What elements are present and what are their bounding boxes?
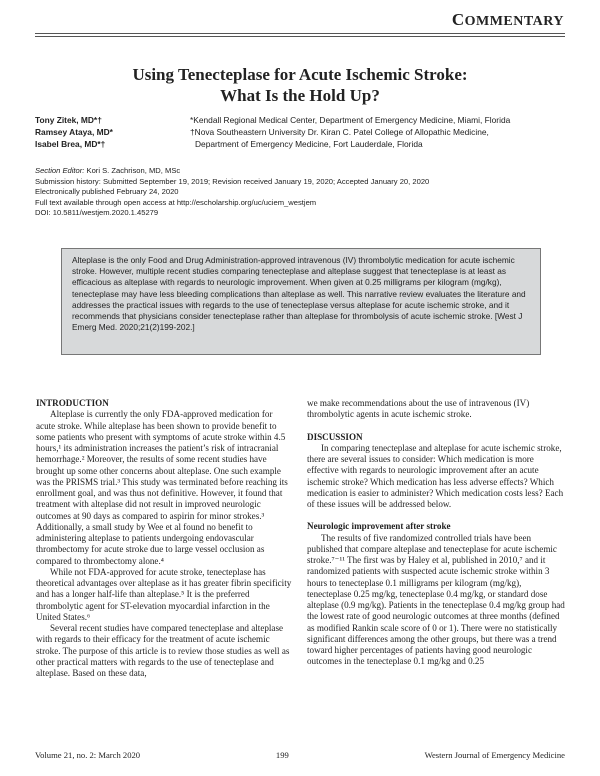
header-rule-bottom	[35, 36, 565, 37]
abstract-box	[61, 248, 541, 355]
doi: DOI: 10.5811/westjem.2020.1.45279	[35, 208, 159, 218]
spacer	[307, 421, 565, 432]
page-footer	[35, 750, 565, 760]
article-metadata	[35, 166, 429, 219]
page-number: 199	[275, 750, 289, 760]
section-label-rest: OMMENTARY	[464, 14, 564, 29]
spacer	[307, 510, 565, 521]
footer-volume: Volume 21, no. 2: March 2020	[35, 750, 141, 760]
footer-journal: Western Journal of Emergency Medicine	[424, 750, 565, 760]
editor-name: Kori S. Zachrison, MD, MSc	[84, 166, 181, 175]
title-line-2: What Is the Hold Up?	[220, 86, 380, 105]
affiliation-2: †Nova Southeastern University Dr. Kiran C. Patel College of Allopathic Medicine,	[190, 127, 489, 138]
intro-paragraph-1: Alteplase is currently the only FDA-approved medication for acute stroke. While alteplase has been shown to provide benefit to some patients who present with symptoms of acute stroke within 4.5 hours,¹ its administration increases the patient’s risk of intracranial hemorrhage.² Moreover, the results of some recent studies have brought up some other concerns about alteplase. One such example was the PRISMS trial.³ This study was terminated before reaching its enrollment goal, and was thus not definitive. However, it found that treatment with alteplase did not result in improved neurologic outcomes at 90 days as compared to aspirin for minor strokes.³ Additionally, a small study by Wee et al found no benefit to administering alteplase to patients undergoing endovascular thrombectomy for acute stroke due to large vessel occlusion as compared to thrombectomy alone.⁴	[36, 409, 288, 566]
header-rule-top	[35, 33, 565, 34]
intro-paragraph-3: Several recent studies have compared tenecteplase and alteplase with regards to their efficacy for the treatment of acute ischemic stroke. The purpose of this article is to review those studies as well as other practical matters with regards to the use of tenecteplase and alteplase. Based on these data,	[36, 623, 290, 678]
left-column	[36, 398, 293, 679]
author-1: Tony Zitek, MD*†	[35, 115, 102, 125]
author-list	[35, 114, 113, 151]
title-line-1: Using Tenecteplase for Acute Ischemic Stroke:	[132, 65, 468, 84]
author-3: Isabel Brea, MD*†	[35, 139, 106, 150]
affiliation-1: *Kendall Regional Medical Center, Department of Emergency Medicine, Miami, Florida	[190, 115, 511, 125]
editor-label: Section Editor:	[35, 166, 85, 175]
fulltext-link[interactable]: Full text available through open access at http://escholarship.org/uc/uciem_westjem	[35, 197, 317, 207]
section-label-initial: C	[451, 10, 465, 29]
affiliation-list	[190, 114, 510, 151]
neurologic-subheading: Neurologic improvement after stroke	[307, 521, 451, 532]
affiliation-3: Department of Emergency Medicine, Fort Lauderdale, Florida	[195, 139, 423, 150]
article-title	[0, 64, 600, 106]
section-editor	[35, 166, 429, 177]
intro-paragraph-2: While not FDA-approved for acute stroke, tenecteplase has theoretical advantages over alteplase as it has greater fibrin specificity and has a longer half-life than alteplase.⁵ It is the preferred thrombolytic agent for ST-elevation myocardial infarction in the United States.⁶	[36, 566, 292, 622]
discussion-heading: DISCUSSION	[307, 431, 363, 442]
author-2: Ramsey Ataya, MD*	[35, 127, 113, 138]
submission-history: Submission history: Submitted September 19, 2019; Revision received January 19, 2020; Accepted January 20, 2020	[35, 176, 430, 186]
abstract-text: Alteplase is the only Food and Drug Administration-approved intravenous (IV) thrombolytic medication for acute ischemic stroke. However, multiple recent studies comparing tenecteplase and alteplase suggest that tenecteplase is at least as efficacious as alteplase with regards to neurologic improvement. When given at 0.25 milligrams per kilogram (mg/kg), tenecteplase may have less bleeding complications than alteplase as well. This narrative review evaluates the literature and addresses the practical issues with regards to the use of tenecteplase versus alteplase for acute ischemic stroke, and it recommends that physicians consider tenecteplase rather than alteplase for thrombolysis of acute ischemic stroke. [West J Emerg Med. 2020;21(2)199-202.]	[72, 255, 526, 333]
introduction-heading: INTRODUCTION	[36, 398, 109, 408]
discussion-paragraph-2: The results of five randomized controlled trials have been published that compare alteplase and tenecteplase for acute ischemic stroke.⁷⁻¹¹ The first was by Haley et al, published in 2010,⁷ and it randomized patients with suspected acute ischemic stroke within 3 hours to tenecteplase 0.1 milligrams per kilogram (mg/kg), tenecteplase 0.25 mg/kg, tenecteplase 0.4 mg/kg, or standard dose alteplase (0.9 mg/kg). Patients in the tenecteplase 0.4 mg/kg group had the lowest rate of good neurologic outcomes at three months (defined as modified Rankin scale score of 0 or 1). There were no statistically significant differences among the other groups, but there was a trend toward higher percentages of patients having good neurologic outcomes in the tenecteplase 0.1 mg/kg and 0.25	[307, 532, 565, 667]
right-column	[307, 398, 565, 668]
discussion-paragraph-1: In comparing tenecteplase and alteplase for acute ischemic stroke, there are several issues to consider: Which medication is more effective with regards to neurologic improvement after an acute ischemic stroke? Which medication has less adverse effects? Which medication is easier to administer? Which medication costs less? Each of these issues will be addressed below.	[307, 442, 564, 509]
intro-continuation: we make recommendations about the use of intravenous (IV) thrombolytic agents in acute ischemic stroke.	[307, 398, 530, 420]
section-label	[452, 10, 564, 30]
published-date: Electronically published February 24, 2020	[35, 187, 179, 197]
